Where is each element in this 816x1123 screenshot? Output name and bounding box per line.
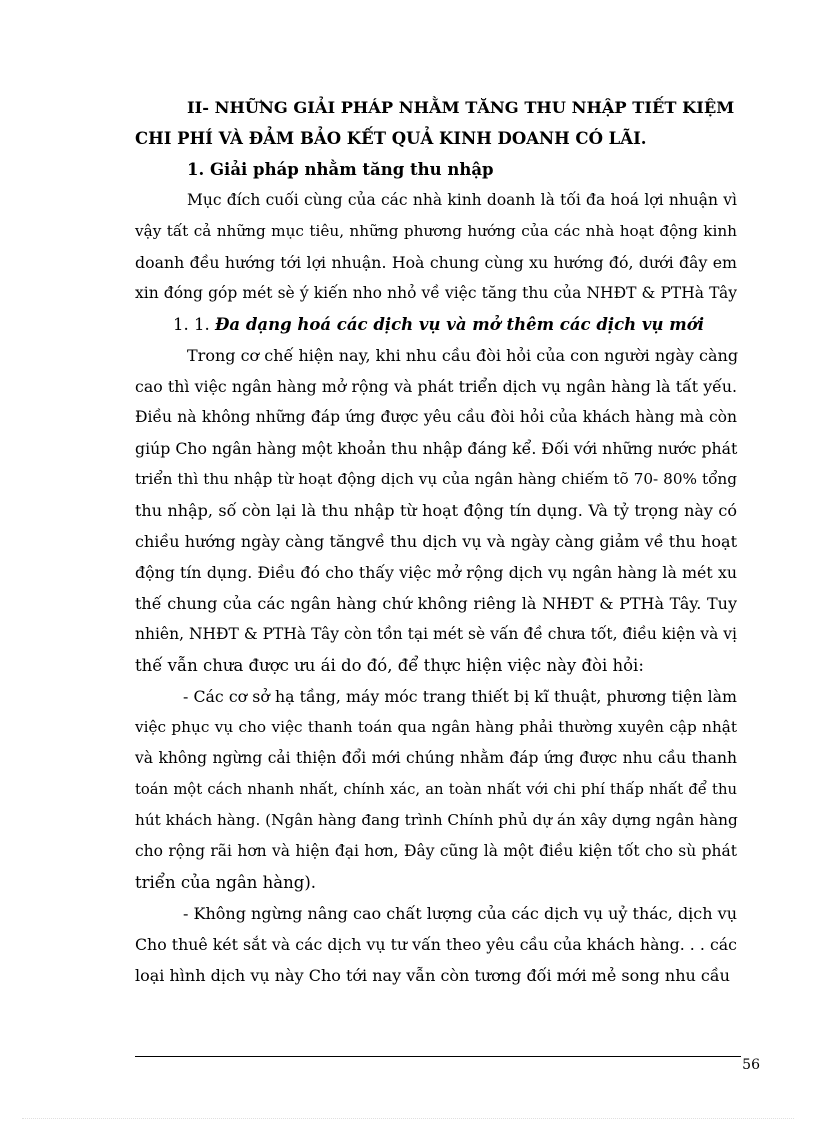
paragraph-2-line: Điều nà không những đáp ứng được yêu cầu đòi hỏi của khách hàng mà còn [135,408,737,426]
paragraph-2-line: thế vẫn chưa được ưu ái do đó, để thực hiện việc này đòi hỏi: [135,656,644,675]
paragraph-2-line: nhiên, NHĐT & PTHà Tây còn tồn tại mét sè vấn đề chưa tốt, điều kiện và vị [135,625,737,643]
paragraph-2-line: giúp Cho ngân hàng một khoản thu nhập đáng kể. Đối với những nước phát [135,439,738,458]
page-number: 56 [742,1057,760,1073]
footer-divider [135,1056,741,1057]
subsection-1-1-title: Đa dạng hoá các dịch vụ và mở thêm các dịch vụ mới [214,315,704,334]
paragraph-2-line: cao thì việc ngân hàng mở rộng và phát triển dịch vụ ngân hàng là tất yếu. [135,377,737,396]
paragraph-4-line: Cho thuê két sắt và các dịch vụ tư vấn theo yêu cầu của khách hàng. . . các [135,935,737,954]
paragraph-3-line: và không ngừng cải thiện đổi mới chúng nhằm đáp ứng được nhu cầu thanh [135,749,737,767]
page-bottom-border [22,1118,794,1119]
paragraph-4-line: loại hình dịch vụ này Cho tới nay vẫn còn tương đối mới mẻ song nhu cầu [135,966,730,985]
paragraph-4 [135,898,737,991]
paragraph-1-line: xin đóng góp mét sè ý kiến nho nhỏ về việc tăng thu của NHĐT & PTHà Tây [135,284,737,302]
paragraph-3 [135,681,737,898]
paragraph-3-line: việc phục vụ cho việc thanh toán qua ngân hàng phải thường xuyên cập nhật [135,718,737,736]
paragraph-2-line: động tín dụng. Điều đó cho thấy việc mở rộng dịch vụ ngân hàng là mét xu [135,563,737,582]
paragraph-1-line: doanh đều hướng tới lợi nhuận. Hoà chung cùng xu hướng đó, dưới đây em [135,253,737,272]
subsection-1-1-number: 1. 1. [173,315,210,334]
paragraph-2-line: chiều hướng ngày càng tăngvề thu dịch vụ và ngày càng giảm về thu hoạt [135,532,737,551]
subsection-1-title: 1. Giải pháp nhằm tăng thu nhập [187,160,494,179]
paragraph-1 [135,185,737,309]
paragraph-1-line: vậy tất cả những mục tiêu, những phương hướng của các nhà hoạt động kinh [135,222,737,240]
page-content [135,92,737,991]
paragraph-3-line: hút khách hàng. (Ngân hàng đang trình Chính phủ dự án xây dựng ngân hàng [135,811,738,829]
paragraph-1-line: Mục đích cuối cùng của các nhà kinh doanh là tối đa hoá lợi nhuận vì [187,191,737,209]
paragraph-3-line: triển của ngân hàng). [135,873,317,892]
subsection-1-1-heading [135,309,737,340]
section-heading-line-2: CHI PHÍ VÀ ĐẢM BẢO KẾT QUẢ KINH DOANH CÓ LÃI. [135,129,647,148]
paragraph-3-line: toán một cách nhanh nhất, chính xác, an toàn nhất với chi phí thấp nhất để thu [135,781,737,798]
paragraph-2-line: thế chung của các ngân hàng chứ không riêng là NHĐT & PTHà Tây. Tuy [135,594,737,613]
section-heading-line-1: II- NHỮNG GIẢI PHÁP NHẰM TĂNG THU NHẬP TIẾT KIỆM [187,98,735,117]
paragraph-4-line: - Không ngừng nâng cao chất lượng của các dịch vụ uỷ thác, dịch vụ [183,904,737,923]
paragraph-2-line: thu nhập, số còn lại là thu nhập từ hoạt động tín dụng. Và tỷ trọng này có [135,501,737,520]
paragraph-2-line: Trong cơ chế hiện nay, khi nhu cầu đòi hỏi của con người ngày càng [187,346,739,365]
paragraph-2-line: triển thì thu nhập từ hoạt động dịch vụ của ngân hàng chiếm tõ 70- 80% tổng [135,470,737,488]
paragraph-3-line: cho rộng rãi hơn và hiện đại hơn, Đây cũng là một điều kiện tốt cho sù phát [135,842,737,860]
paragraph-3-line: - Các cơ sở hạ tầng, máy móc trang thiết bị kĩ thuật, phương tiện làm [183,687,737,706]
paragraph-2 [135,340,737,681]
